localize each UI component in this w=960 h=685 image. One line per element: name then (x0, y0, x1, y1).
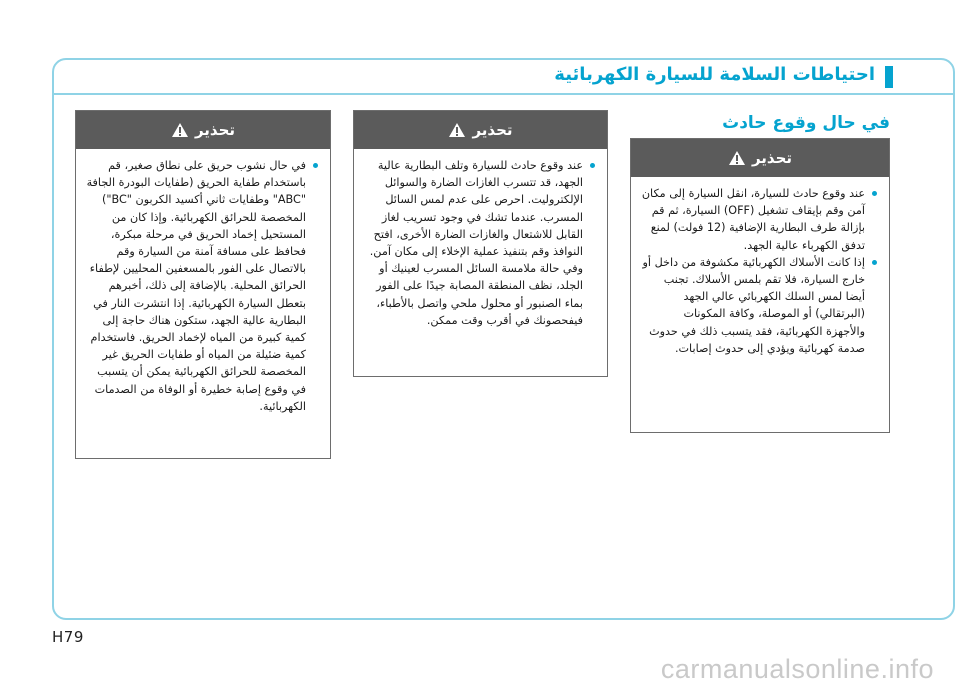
warning-list (364, 157, 597, 329)
warning-label: تحذير (194, 121, 236, 139)
list-item: عند وقوع حادث للسيارة وتلف البطارية عالية الجهد، قد تتسرب الغازات الضارة والسوائل الإلكتروليت. احرص على عدم لمس السائل المسرب. عندما تشك في وجود تسريب لغاز القابل للاشتعال والغازات الضارة الأخرى، افتح النوافذ وقم بتنفيذ عملية الإخلاء إلى مكان آمن. وفي حالة ملامسة السائل المسرب لعينيك أو الجلد، نظف المنطقة المصابة جيدًا على الفور بماء الصنبور أو محلول ملحي واتصل بالأطباء، فيفحصونك في أقرب وقت ممكن. (364, 157, 583, 329)
warning-box-body (354, 149, 607, 335)
warning-box-header (354, 111, 607, 149)
warning-label: تحذير (472, 121, 513, 139)
warning-list (641, 185, 879, 357)
warning-triangle-icon (171, 122, 189, 138)
list-item: عند وقوع حادث للسيارة، انقل السيارة إلى مكان آمن وقم بإيقاف تشغيل (OFF) السيارة، ثم قم بإزالة طرف البطارية الإضافية (12 فولت) لمنع تدفق الكهرباء عالية الجهد. (641, 185, 865, 254)
warning-box-right (630, 138, 890, 433)
warning-box-header (631, 139, 889, 177)
warning-label: تحذير (751, 149, 793, 167)
page-number: H79 (52, 628, 84, 646)
page-title: احتياطات السلامة للسيارة الكهربائية (554, 64, 875, 85)
warning-list (86, 157, 320, 415)
warning-box-header (76, 111, 330, 149)
header-divider (52, 93, 955, 95)
warning-triangle-icon (728, 150, 746, 166)
list-item: إذا كانت الأسلاك الكهربائية مكشوفة من داخل أو خارج السيارة، فلا تقم بلمس الأسلاك. تجنب أيضا لمس السلك الكهربائي عالي الجهد (البرتقالي) أو الموصلة، وكافة المكونات والأجهزة الكهربائية، فقد يتسبب ذلك في حدوث صدمة كهربائية ويؤدي إلى حدوث إصابات. (641, 254, 865, 357)
header-accent-bar (885, 66, 893, 88)
warning-triangle-icon (448, 122, 466, 138)
list-item: في حال نشوب حريق على نطاق صغير، قم باستخدام طفاية الحريق (طفايات البودرة الجافة "ABC" وطفايات ثاني أكسيد الكربون "BC") المخصصة للحرائق الكهربائية. وإذا كان من المستحيل إخماد الحريق في مرحلة مبكرة، فحافظ على مسافة آمنة من السيارة وقم بالاتصال على الفور بالمسعفين المحليين لإطفاء الحرائق المحلية. بالإضافة إلى ذلك، أخبرهم بتعطل السيارة الكهربائية. إذا انتشرت النار في البطارية عالية الجهد، ستكون هناك حاجة إلى كمية كبيرة من المياه لإخماد الحريق. فاستخدام كمية ضئيلة من المياه أو طفايات الحريق غير المخصصة للحرائق الكهربائية يمكن أن يتسبب في وقوع إصابة خطيرة أو الوفاة من الصدمات الكهربائية. (86, 157, 306, 415)
section-heading: في حال وقوع حادث (722, 113, 890, 133)
page-header (52, 58, 955, 92)
warning-box-body (631, 177, 889, 363)
watermark: carmanualsonline.info (660, 654, 934, 684)
warning-box-middle (353, 110, 608, 377)
warning-box-body (76, 149, 330, 421)
warning-box-left (75, 110, 331, 459)
